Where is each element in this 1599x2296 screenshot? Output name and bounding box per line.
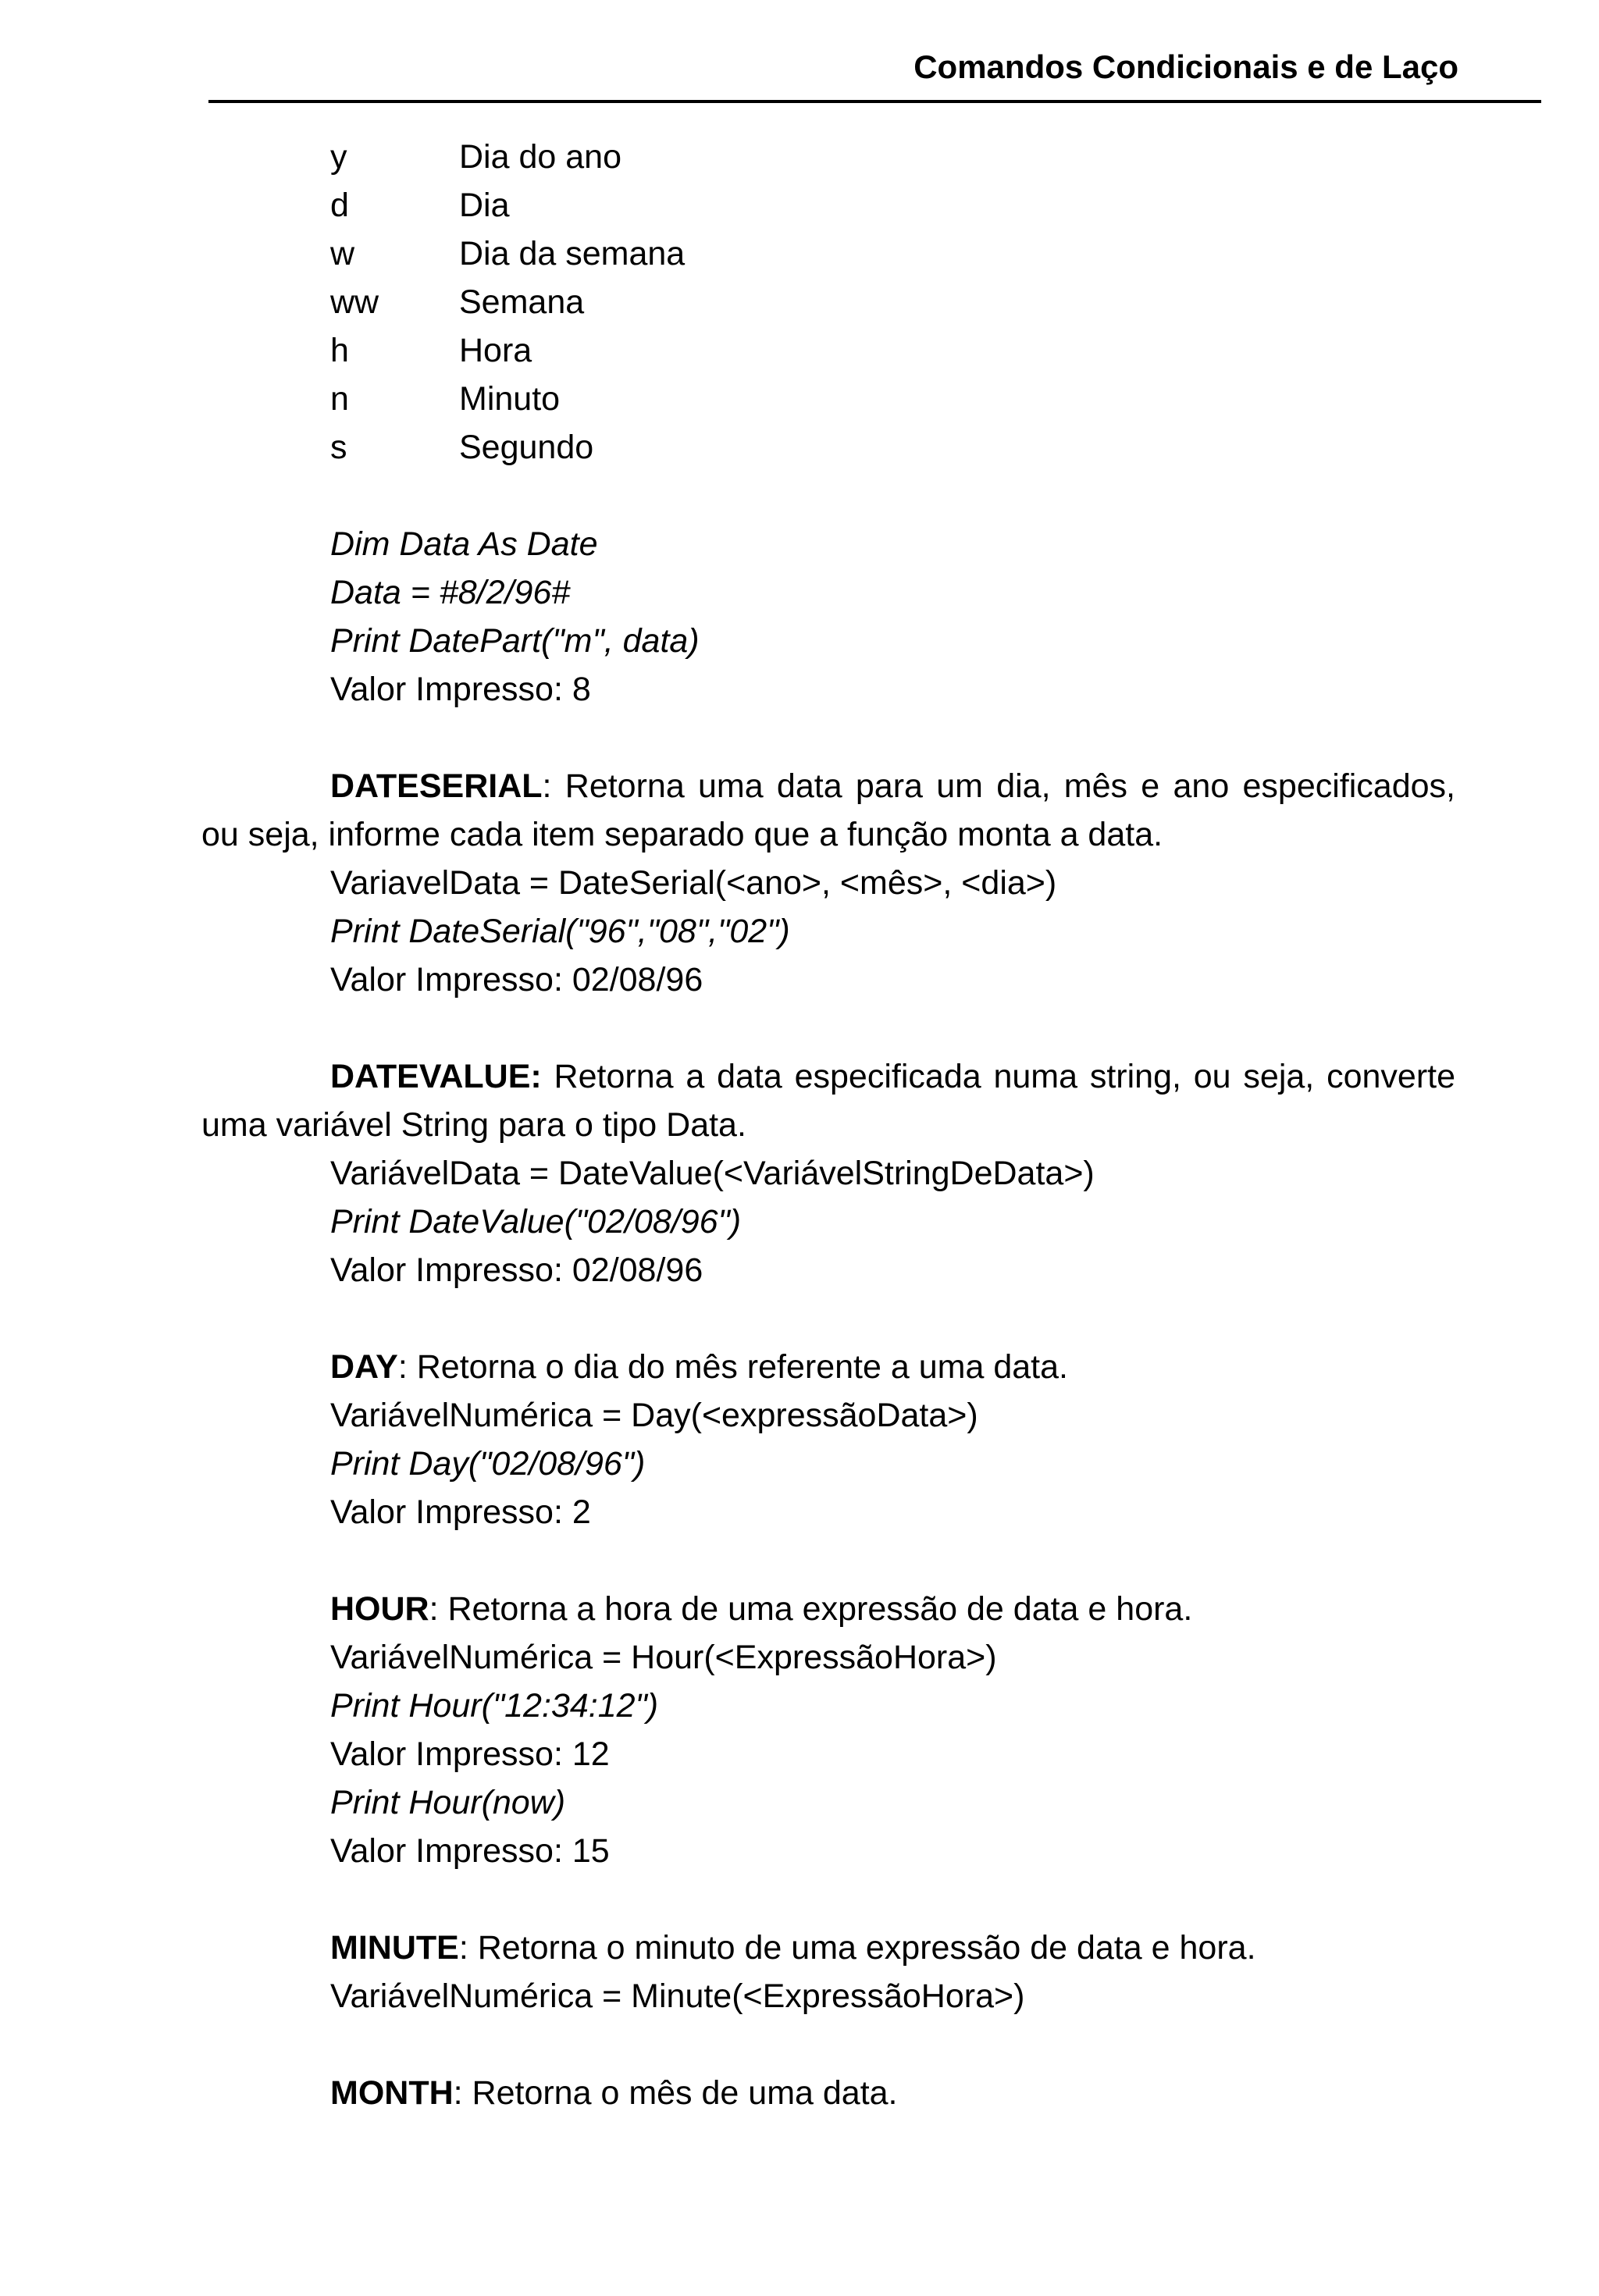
day-heading [201, 1343, 1455, 1391]
function-description: : Retorna o minuto de uma expressão de data e hora. [458, 1929, 1256, 1967]
code-line: Print Day("02/08/96") [330, 1445, 646, 1483]
code-line: Print DatePart("m", data) [330, 622, 700, 660]
interval-code: n [330, 380, 349, 418]
function-name: DAY [330, 1348, 398, 1386]
function-name: DATEVALUE: [330, 1058, 542, 1095]
printed-value: Valor Impresso: 12 [330, 1735, 610, 1773]
interval-code: w [330, 235, 355, 272]
page-content [201, 133, 1455, 2117]
minute-heading [201, 1924, 1455, 1972]
syntax-line: VariavelData = DateSerial(<ano>, <mês>, <dia>) [330, 864, 1057, 902]
spacer [201, 1004, 1455, 1052]
code-line: Data = #8/2/96# [330, 574, 571, 611]
spacer [201, 2020, 1455, 2069]
interval-meaning: Dia da semana [459, 235, 686, 272]
function-name: HOUR [330, 1590, 429, 1628]
month-heading [201, 2069, 1455, 2117]
function-name: MINUTE [330, 1929, 459, 1967]
printed-value: Valor Impresso: 8 [330, 671, 591, 708]
dateserial-paragraph [201, 762, 1455, 859]
spacer [201, 1536, 1455, 1585]
spacer [201, 714, 1455, 762]
interval-code: d [330, 187, 349, 224]
interval-meaning: Semana [459, 283, 585, 321]
code-line: Print DateSerial("96","08","02") [330, 913, 790, 950]
function-description: : Retorna a hora de uma expressão de data e hora. [429, 1590, 1193, 1628]
interval-code: h [330, 332, 349, 369]
interval-code-list [201, 133, 1455, 472]
printed-value: Valor Impresso: 02/08/96 [330, 1251, 703, 1289]
syntax-line: VariávelNumérica = Minute(<ExpressãoHora>) [330, 1977, 1025, 2015]
spacer [201, 472, 1455, 520]
syntax-line: VariávelNumérica = Hour(<ExpressãoHora>) [330, 1639, 997, 1676]
code-line: Dim Data As Date [330, 525, 598, 563]
code-line: Print Hour("12:34:12") [330, 1687, 659, 1725]
printed-value: Valor Impresso: 15 [330, 1832, 610, 1870]
code-line: Print Hour(now) [330, 1784, 566, 1821]
printed-value: Valor Impresso: 02/08/96 [330, 961, 703, 998]
page-header-title: Comandos Condicionais e de Laço [913, 48, 1458, 85]
function-name: DATESERIAL [330, 767, 543, 805]
interval-code: ww [330, 283, 379, 321]
printed-value: Valor Impresso: 2 [330, 1493, 591, 1531]
interval-meaning: Minuto [459, 380, 561, 418]
function-description: : Retorna o mês de uma data. [453, 2074, 898, 2112]
syntax-line: VariávelNumérica = Day(<expressãoData>) [330, 1397, 978, 1434]
interval-code: s [330, 429, 347, 466]
hour-heading [201, 1585, 1455, 1633]
spacer [201, 1875, 1455, 1924]
interval-meaning: Segundo [459, 429, 594, 466]
interval-code: y [330, 138, 347, 176]
header-rule [208, 100, 1541, 103]
function-description: Retorna a data especificada numa string, ou seja, converte uma variável String para o tipo Data. [201, 1058, 1455, 1144]
datevalue-paragraph [201, 1052, 1455, 1149]
interval-meaning: Dia do ano [459, 138, 621, 176]
syntax-line: VariávelData = DateValue(<VariávelStringDeData>) [330, 1155, 1095, 1192]
function-description: : Retorna o dia do mês referente a uma data. [397, 1348, 1068, 1386]
code-line: Print DateValue("02/08/96") [330, 1203, 742, 1241]
interval-meaning: Hora [459, 332, 532, 369]
function-description: : Retorna uma data para um dia, mês e ano especificados, ou seja, informe cada item separado que a função monta a data. [201, 767, 1455, 853]
interval-meaning: Dia [459, 187, 510, 224]
function-name: MONTH [330, 2074, 454, 2112]
spacer [201, 1294, 1455, 1343]
